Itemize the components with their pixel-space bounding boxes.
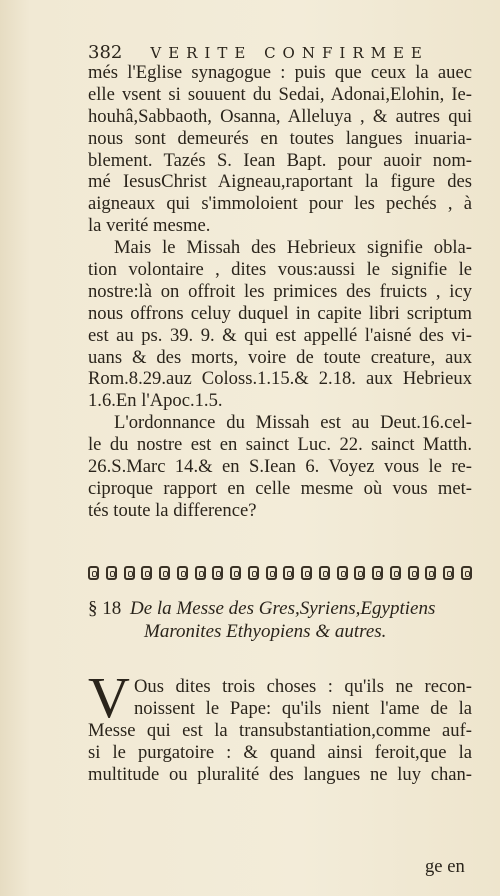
ornament-glyph <box>354 566 365 580</box>
ornament-glyph <box>212 566 223 580</box>
text-line: si le purgatoire : & quand ainsi feroit,que la <box>88 741 472 763</box>
text-line: mé IesusChrist Aigneau,raportant la figure des <box>88 171 472 193</box>
running-head: VERITE CONFIRMEE <box>150 44 429 62</box>
text-line: houhâ,Sabbaoth, Osanna, Alleluya , & autres qui <box>88 105 472 127</box>
section-title-line-2: Maronites Ethyopiens & autres. <box>144 621 387 642</box>
ornament-glyph <box>195 566 206 580</box>
text-line: uans & des morts, voire de toute creature, aux <box>88 346 472 368</box>
text-line: nostre:là on offroit les primices des fruicts , icy <box>88 280 472 302</box>
ornament-glyph <box>390 566 401 580</box>
text-line: elle vsent si souuent du Sedai, Adonai,Elohin, Ie- <box>88 83 472 105</box>
section-heading <box>88 597 472 643</box>
text-line: Ous dites trois choses : qu'ils ne recon- <box>134 676 472 697</box>
ornament-glyph <box>283 566 294 580</box>
text-line: nous sont demeurés en toutes langues inuaria- <box>88 127 472 149</box>
ornament-glyph <box>443 566 454 580</box>
text-block <box>88 62 472 522</box>
ornament-glyph <box>266 566 277 580</box>
ornament-glyph <box>372 566 383 580</box>
ornament-glyph <box>425 566 436 580</box>
text-line: noissent le Pape: qu'ils nient l'ame de la <box>134 697 472 719</box>
catchword: ge en <box>425 856 465 877</box>
ornament-glyph <box>141 566 152 580</box>
ornament-glyph <box>408 566 419 580</box>
text-line: blement. Tazés S. Iean Bapt. pour auoir nom- <box>88 149 472 171</box>
text-line: Rom.8.29.auz Coloss.1.15.& 2.18. aux Hebrieux <box>88 368 472 390</box>
text-line: multitude ou pluralité des langues ne luy chan- <box>88 763 472 785</box>
drop-cap: V <box>88 665 130 730</box>
text-line: Messe qui est la transubstantiation,comme auf- <box>88 719 472 741</box>
ornament-glyph <box>248 566 259 580</box>
text-line: tion volontaire , dites vous:aussi le signifie le <box>88 259 472 281</box>
text-line: 26.S.Marc 14.& en S.Iean 6. Voyez vous le re- <box>88 456 472 478</box>
ornament-glyph <box>301 566 312 580</box>
text-line: le du nostre est en sainct Luc. 22. sainct Matth. <box>88 434 472 456</box>
ornament-glyph <box>124 566 135 580</box>
text-line: nous offrons celuy duquel in capite libri scriptum <box>88 302 472 324</box>
text-line: 1.6.En l'Apoc.1.5. <box>88 390 223 412</box>
page-header <box>88 42 468 63</box>
ornament-glyph <box>337 566 348 580</box>
ornamental-divider <box>88 563 472 583</box>
ornament-glyph <box>461 566 472 580</box>
ornament-glyph <box>319 566 330 580</box>
text-line: la verité mesme. <box>88 215 211 237</box>
ornament-glyph <box>159 566 170 580</box>
paragraph-with-dropcap <box>88 665 472 785</box>
section-title-line-1: De la Messe des Gres,Syriens,Egyptiens <box>130 598 436 619</box>
text-line: ciproque rapport en celle mesme où vous met- <box>88 477 472 499</box>
page-number: 382 <box>88 42 123 63</box>
text-line: aigneaux qui s'immoloient pour les pechés , à <box>88 193 472 215</box>
section-number: § 18 <box>88 598 122 619</box>
text-line: més l'Eglise synagogue : puis que ceux la auec <box>88 62 472 83</box>
text-line: tés toute la difference? <box>88 499 257 521</box>
ornament-glyph <box>230 566 241 580</box>
ornament-glyph <box>106 566 117 580</box>
ornament-glyph <box>177 566 188 580</box>
text-line: L'ordonnance du Missah est au Deut.16.cel- <box>114 412 472 434</box>
ornament-glyph <box>88 566 99 580</box>
text-line: Mais le Missah des Hebrieux signifie obla- <box>114 237 472 259</box>
text-line: est au ps. 39. 9. & qui est appellé l'aisné des vi- <box>88 324 472 346</box>
